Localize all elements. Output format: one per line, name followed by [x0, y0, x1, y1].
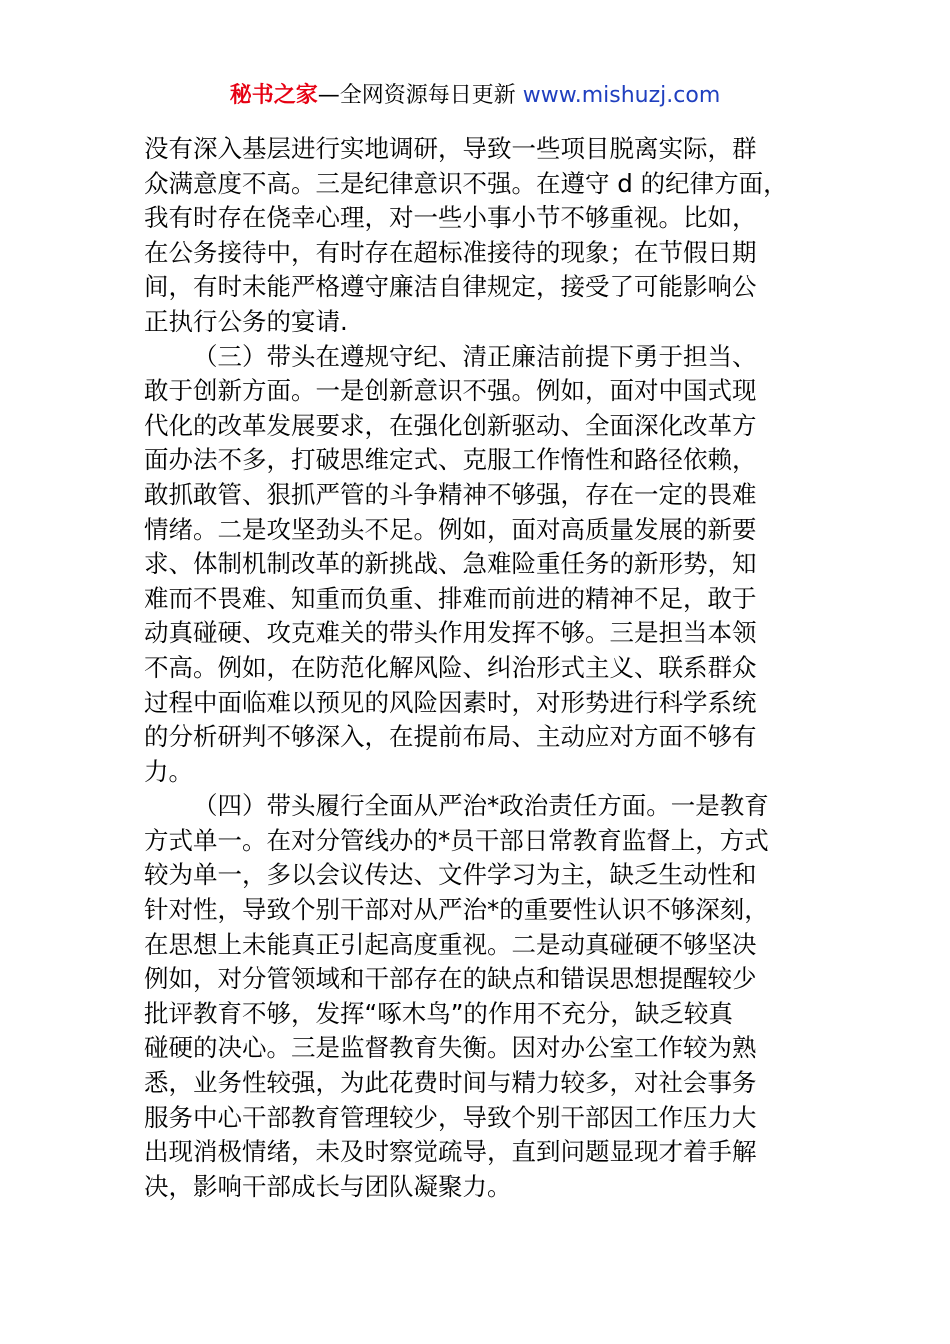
text-line: 碰硬的决心。三是监督教育失衡。因对办公室工作较为熟: [144, 1033, 757, 1063]
text-line: 例如，对分管领域和干部存在的缺点和错误思想提醒较少: [144, 964, 757, 994]
text-line: 不高。例如，在防范化解风险、纠治形式主义、联系群众: [144, 652, 757, 682]
text-line: 敢于创新方面。一是创新意识不强。例如，面对中国式现: [144, 376, 757, 406]
text-line: 方式单一。在对分管线办的*员干部日常教育监督上，方式: [144, 825, 769, 855]
text-line: 出现消极情绪，未及时察觉疏导，直到问题显现才着手解: [144, 1137, 757, 1167]
text-line: 敢抓敢管、狠抓严管的斗争精神不够强，存在一定的畏难: [144, 479, 757, 509]
text-line: 较为单一，多以会议传达、文件学习为主，缺乏生动性和: [144, 860, 757, 890]
text-line: 情绪。二是攻坚劲头不足。例如，面对高质量发展的新要: [144, 514, 757, 544]
text-line: 动真碰硬、攻克难关的带头作用发挥不够。三是担当本领: [144, 618, 757, 648]
text-line: 力。: [144, 756, 193, 786]
brand-name: 秘书之家: [229, 83, 318, 108]
text-line: 面办法不多，打破思维定式、克服工作惰性和路径依赖，: [144, 445, 757, 475]
text-line: 没有深入基层进行实地调研，导致一些项目脱离实际，群: [144, 134, 757, 163]
text-line: 求、体制机制改革的新挑战、急难险重任务的新形势，知: [144, 549, 757, 579]
section-heading-3: （三）带头在遵规守纪、清正廉洁前提下勇于担当、: [193, 341, 757, 371]
text-line: 在公务接待中，有时存在超标准接待的现象；在节假日期: [144, 237, 757, 267]
text-line: 在思想上未能真正引起高度重视。二是动真碰硬不够坚决: [144, 929, 757, 959]
text-line: 批评教育不够，发挥“啄木鸟”的作用不充分，缺乏较真: [144, 998, 733, 1028]
text-line: 正执行公务的宴请.: [144, 306, 348, 336]
text-line: 间，有时未能严格遵守廉洁自律规定，接受了可能影响公: [144, 272, 757, 302]
text-line: 我有时存在侥幸心理，对一些小事小节不够重视。比如，: [144, 203, 757, 233]
document-body: [144, 132, 814, 1204]
text-line: 的分析研判不够深入，在提前布局、主动应对方面不够有: [144, 722, 757, 752]
header-tagline: —全网资源每日更新: [317, 83, 523, 108]
text-line: 难而不畏难、知重而负重、排难而前进的精神不足，敢于: [144, 583, 757, 613]
text-line: 服务中心干部教育管理较少，导致个别干部因工作压力大: [144, 1102, 757, 1132]
text-line: 众满意度不高。三是纪律意识不强。在遵守 d 的纪律方面，: [144, 168, 788, 198]
site-url[interactable]: www.mishuzj.com: [522, 83, 721, 108]
section-heading-4: （四）带头履行全面从严治*政治责任方面。一是教育: [193, 791, 769, 821]
text-line: 悉，业务性较强，为此花费时间与精力较多，对社会事务: [144, 1068, 757, 1098]
site-header: [0, 80, 950, 112]
text-line: 针对性，导致个别干部对从严治*的重要性认识不够深刻，: [144, 895, 769, 925]
text-line: 决，影响干部成长与团队凝聚力。: [144, 1171, 512, 1201]
text-line: 代化的改革发展要求，在强化创新驱动、全面深化改革方: [144, 410, 757, 440]
text-line: 过程中面临难以预见的风险因素时，对形势进行科学系统: [144, 687, 757, 717]
